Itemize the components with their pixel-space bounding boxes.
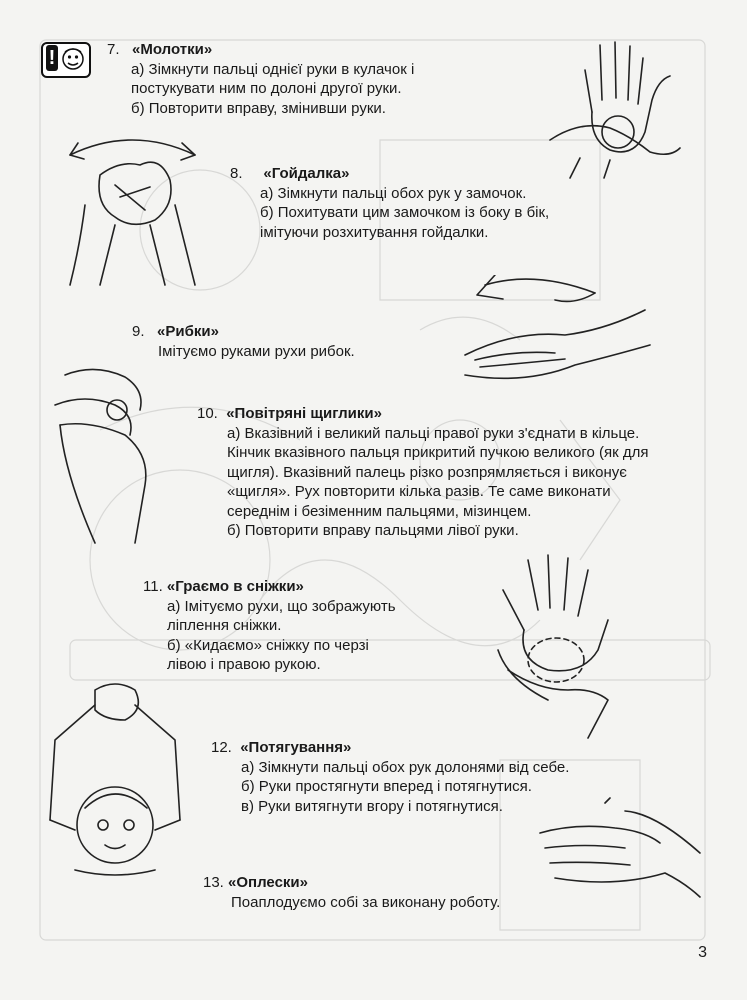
exercise-text-line: б) Повторити вправу, змінивши руки. <box>131 99 386 117</box>
flick-fingers-illustration <box>45 365 165 545</box>
exercise-text-line: постукувати ним по долоні другої руки. <box>131 80 402 97</box>
exercise-text-line: Імітуємо руками рухи рибок. <box>158 342 355 360</box>
exercise-title: «Гойдалка» <box>263 165 350 182</box>
exercise-text-line: «щигля». Рух повторити кілька разів. Те саме виконати <box>227 483 611 500</box>
exercise-number: 8. <box>230 165 243 182</box>
exercise-text-line: Кінчик вказівного пальця прикритий пучкою великого (як для <box>227 444 649 461</box>
fish-hands-illustration <box>455 275 655 395</box>
exercise-text-line: лівою і правою рукою. <box>167 656 321 673</box>
exercise-text-line: б) Повторити вправу пальцями лівої руки. <box>227 522 519 539</box>
exercise-number: 10. <box>197 405 218 422</box>
exercise-number: 12. <box>211 739 232 756</box>
exercise-13 <box>203 873 500 912</box>
exercise-9 <box>132 322 355 361</box>
exercise-8 <box>230 164 549 242</box>
exercise-text-line: а) Зімкнути пальці обох рук у замочок. <box>260 184 527 202</box>
snowball-hands-illustration <box>488 550 628 740</box>
exercise-10 <box>197 404 649 541</box>
exercise-text-line: ліплення сніжки. <box>167 617 282 634</box>
exercise-text-line: щигля). Вказівний палець різко розпрямляється і виконує <box>227 463 627 481</box>
swing-hands-illustration <box>60 125 205 295</box>
exercise-title: «Граємо в сніжки» <box>166 578 304 595</box>
exercise-title: «Повітряні щиглики» <box>226 405 382 422</box>
exercise-text-line: а) Зімкнути пальці обох рук долонями від себе. <box>241 758 570 776</box>
exercise-text-line: а) Вказівний і великий пальці правої руки з'єднати в кільце. <box>227 424 640 442</box>
exercise-number: 11. <box>143 578 163 595</box>
exercise-number: 13. <box>203 874 224 891</box>
exclamation-face-icon: ! <box>41 42 91 78</box>
page-number: 3 <box>698 944 707 961</box>
exercise-text-line: б) «Кидаємо» сніжку по черзі <box>167 636 369 654</box>
exercise-number: 7. <box>107 41 120 58</box>
clapping-hands-illustration <box>535 793 705 898</box>
hammer-hands-illustration <box>540 40 690 180</box>
exercise-11 <box>143 577 396 675</box>
exercise-title: «Рибки» <box>157 323 219 340</box>
exercise-text-line: б) Руки простягнути вперед і потягнутися. <box>241 778 532 795</box>
exercise-number: 9. <box>132 323 145 340</box>
exercise-title: «Потягування» <box>240 739 352 756</box>
exercise-text-line: середнім і безіменним пальцями, мізинцем. <box>227 502 532 520</box>
exercise-text-line: в) Руки витягнути вгору і потягнутися. <box>241 797 503 815</box>
exercise-title: «Молотки» <box>132 41 213 58</box>
stretching-child-illustration <box>35 680 195 880</box>
exercise-text-line: а) Імітуємо рухи, що зображують <box>167 597 396 615</box>
exercise-title: «Оплески» <box>228 874 308 891</box>
exercise-7 <box>107 40 414 118</box>
exercise-text-line: а) Зімкнути пальці однієї руки в кулачок і <box>131 60 415 78</box>
exercise-text-line: Поаплодуємо собі за виконану роботу. <box>231 893 501 911</box>
exercise-12 <box>211 738 569 816</box>
exercise-text-line: б) Похитувати цим замочком із боку в бік, <box>260 204 550 221</box>
exercise-text-line: імітуючи розхитування гойдалки. <box>260 223 489 241</box>
